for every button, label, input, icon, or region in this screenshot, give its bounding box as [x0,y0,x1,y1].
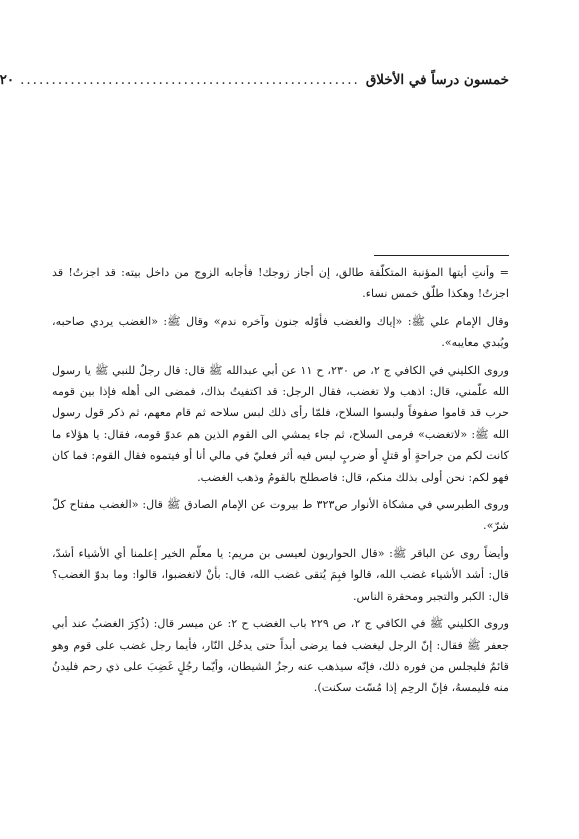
footnote-rule [374,255,509,256]
footnote-body [52,262,509,703]
header-title: خمسون درساً في الأخلاق [365,72,509,88]
paragraph-kafi-anger-chapter: وروى الكليني ﷺ في الكافي ج ٢، ص ٢٢٩ باب الغضب ح ٢: عن ميسر قال: (ذُكِرَ الغضبُ عند أبي جعفر ﷺ فقال: إنّ الرجل ليغضب فما يرضى أبداً حتى يدخُل النّار، فأيما رجل غضب على قوم وهو قائمٌ فليجلس من فوره ذلك، فإنّه سيذهب عنه رجزُ الشيطان، وأيّما رجُلٍ غَضِبَ على ذي رحم فليدنُ منه فليمسهُ، فإنّ الرحِم إذا مُسّت سكنت). [52,617,510,695]
paragraph-tabarsi-hadith: وروى الطبرسي في مشكاة الأنوار ص٣٢٣ ط بيروت عن الإمام الصادق ﷺ قال: «الغضب مفتاح كلّ شرّ». [52,498,509,533]
paragraph-kulayni-hadith: وروى الكليني في الكافي ج ٢، ص ٢٣٠، ح ١١ عن أبي عبدالله ﷺ قال: قال رجلٌ للنبي ﷺ يا رسول الله علّمني، قال: اذهب ولا تغضب، فقال الرجل: قد اكتفيتُ بذاك، فمضى الى أهله فإذا بين قومه حرب قد قاموا صفوفاً ولبسوا السلاح، فلمّا رأى ذلك لبس سلاحه ثم قام معهم، ثم ذكر قول رسول الله ﷺ: «لاتغضب» فرمى السلاح، ثم جاء يمشي الى القوم الذين هم عدوّ قومه، فقال: يا هؤلاء ما كانت لكم من جراحةٍ أو قتلٍ أو ضربٍ ليس فيه أثر فعليّ في مالي أنا أو فيتموه فقال القوم: فما كان فهو لكم: نحن أولى بذلك منكم، قال: فاصطلح بالقومُ وذهب الغضب. [52,363,509,484]
running-header [0,72,509,88]
header-dot-leader: ...................................................... [20,72,360,88]
paragraph-imam-ali-saying: وقال الإمام علي ﷺ: «إياك والغضب فأوّله جنون وآخره ندم» وقال ﷺ: «الغضب يردي صاحبه، ويُبدي معايبه». [52,314,509,350]
page-number: ٢٠ [0,72,15,88]
paragraph-baqir-hadith: وأيضاً روى عن الباقر ﷺ: «قال الحواريون لعيسى بن مريم: يا معلّم الخير إعلمنا أي الأشياء أشدّ، قال: أشد الأشياء غضب الله، قالوا فبِمَ يُتقى غضب الله، قال: بأنْ لاتغضبوا، قالوا: وما بدوّ الغضب؟ قال: الكبر والتجبر ومحقرة الناس. [52,546,509,603]
paragraph-divorce-anecdote: = وأنتِ أيتها المؤنبة المتكلّفة طالق، إن أجاز زوجك! فأجابه الزوج من داخل بيته: قد اجزتُ! قد اجزتُ! وهكذا طلّق خمس نساء. [52,266,509,301]
